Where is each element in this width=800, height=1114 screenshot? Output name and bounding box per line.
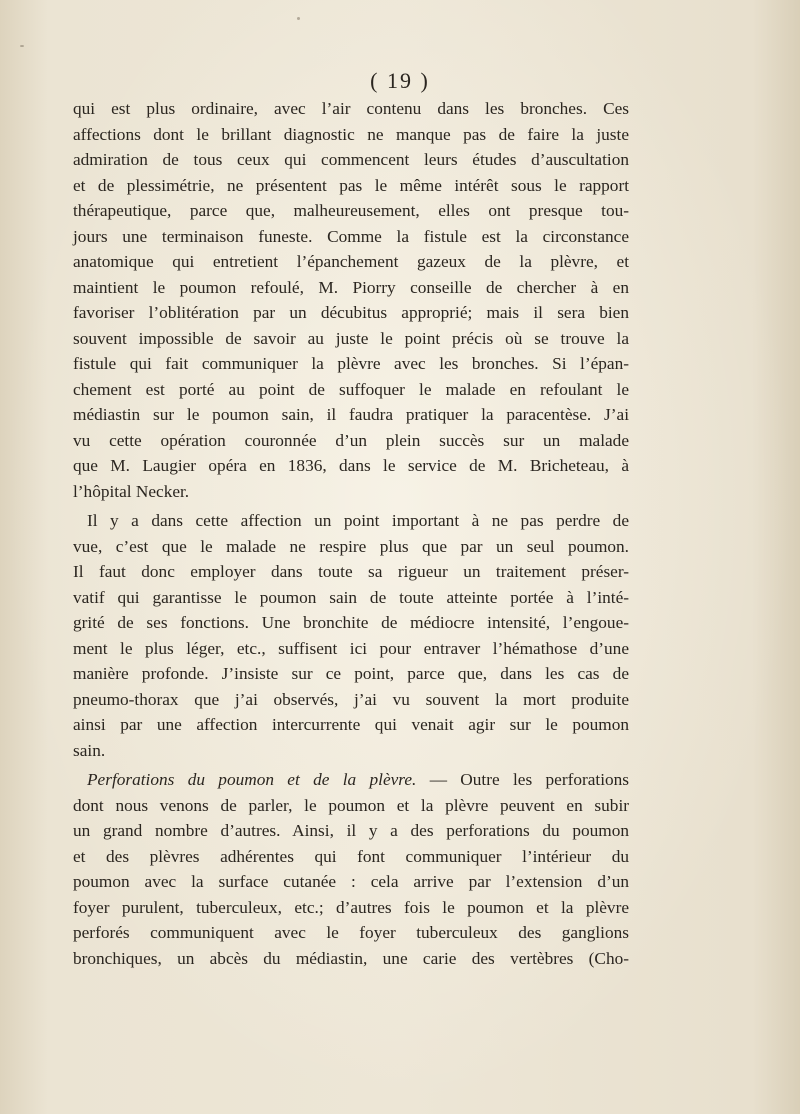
text-line: pneumo-thorax que j’ai observés, j’ai vu souvent la mort produite: [73, 689, 629, 709]
text-line: foyer purulent, tuberculeux, etc.; d’autres fois le poumon et la plèvre: [73, 897, 629, 917]
text-line: ment le plus léger, etc., suffisent ici pour entraver l’hémathose d’une: [73, 638, 629, 658]
text-line: jours une terminaison funeste. Comme la fistule est la circonstance: [73, 226, 629, 246]
text-line: thérapeutique, parce que, malheureusement, elles ont presque tou-: [73, 201, 629, 220]
text-line: anatomique qui entretient l’épanchement gazeux de la plèvre, et: [73, 252, 629, 271]
section-heading-line: [73, 767, 629, 793]
text-line: l’hôpital Necker.: [73, 481, 190, 501]
section-heading: Perforations du poumon et de la plèvre.: [87, 770, 430, 789]
text-line: fistule qui fait communiquer la plèvre avec les bronches. Si l’épan-: [73, 354, 629, 373]
text-line: Il y a dans cette affection un point important à ne pas perdre de: [87, 511, 629, 530]
text-line: manière profonde. J’insiste sur ce point, parce que, dans les cas de: [73, 664, 629, 683]
text-line: médiastin sur le poumon sain, il faudra pratiquer la paracentèse. J’ai: [73, 405, 629, 424]
paper-speck: [20, 45, 24, 47]
text-line: et de plessimétrie, ne présentent pas le même intérêt sous le rapport: [73, 175, 629, 195]
text-line: et des plèvres adhérentes qui font communiquer l’intérieur du: [73, 846, 629, 866]
paper-speck: [297, 17, 300, 20]
paragraph-2: [73, 508, 629, 763]
text-line: poumon avec la surface cutanée : cela arrive par l’extension d’un: [73, 872, 629, 891]
text-line: bronchiques, un abcès du médiastin, une carie des vertèbres (Cho-: [73, 948, 629, 968]
text-line: qui est plus ordinaire, avec l’air contenu dans les bronches. Ces: [73, 99, 629, 118]
text-fragment: — Outre les perforations: [429, 770, 630, 789]
paragraph-1: [73, 96, 629, 504]
text-line: admiration de tous ceux qui commencent leurs études d’auscultation: [73, 150, 629, 169]
body-text: [73, 96, 629, 971]
text-line: vatif qui garantisse le poumon sain de toute atteinte portée à l’inté-: [73, 587, 629, 607]
text-line: que M. Laugier opéra en 1836, dans le service de M. Bricheteau, à: [73, 456, 629, 475]
text-line: un grand nombre d’autres. Ainsi, il y a des perforations du poumon: [73, 821, 629, 840]
text-line: maintient le poumon refoulé, M. Piorry conseille de chercher à en: [73, 277, 629, 297]
page-number: ( 19 ): [370, 68, 430, 93]
text-line: Il faut donc employer dans toute sa rigueur un traitement préser-: [73, 562, 629, 581]
text-line: ainsi par une affection intercurrente qui venait agir sur le poumon: [73, 715, 629, 734]
text-line: sain.: [73, 740, 106, 760]
text-line: souvent impossible de savoir au juste le point précis où se trouve la: [73, 328, 629, 348]
text-line: grité de ses fonctions. Une bronchite de médiocre intensité, l’engoue-: [73, 613, 629, 632]
text-line: affections dont le brillant diagnostic ne manque pas de faire la juste: [73, 124, 629, 144]
text-line: dont nous venons de parler, le poumon et la plèvre peuvent en subir: [73, 795, 629, 815]
text-line: vue, c’est que le malade ne respire plus que par un seul poumon.: [73, 536, 629, 556]
text-line: chement est porté au point de suffoquer le malade en refoulant le: [73, 379, 629, 399]
paragraph-3: [73, 767, 629, 971]
text-line: vu cette opération couronnée d’un plein succès sur un malade: [73, 430, 629, 450]
text-line: favoriser l’oblitération par un décubitus approprié; mais il sera bien: [73, 303, 629, 322]
text-line: perforés communiquent avec le foyer tuberculeux des ganglions: [73, 923, 629, 942]
